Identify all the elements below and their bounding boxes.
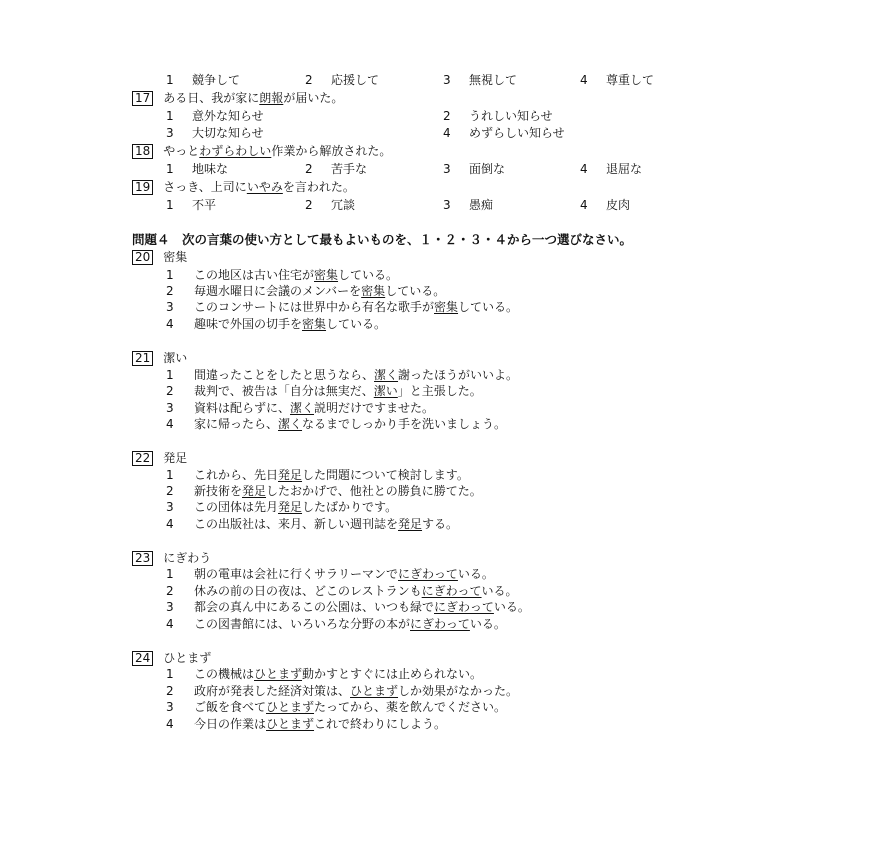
q21-option-1: 1 間違ったことをしたと思うなら、潔く謝ったほうがいいよ。 <box>166 368 519 382</box>
q23-option-3: 3 都会の真ん中にあるこの公園は、いつも緑でにぎわっている。 <box>166 600 530 614</box>
underlined-word: わずらわしい <box>199 144 272 158</box>
q24-option-3: 3 ご飯を食べてひとまずたってから、薬を飲んでください。 <box>166 700 507 714</box>
q16-option-3: 3 無視して <box>443 73 518 87</box>
q16-option-4: 4 尊重して <box>580 73 655 87</box>
q18-option-4: 4 退屈な <box>580 162 643 176</box>
q17-option-1: 1 意外な知らせ <box>166 109 264 123</box>
q24-option-1: 1 この機械はひとまず動かすとすぐには止められない。 <box>166 667 483 681</box>
q17-option-4: 4 めずらしい知らせ <box>443 126 565 140</box>
q20-option-2: 2 毎週水曜日に会議のメンバーを密集している。 <box>166 284 446 298</box>
section-4-heading: 問題４ 次の言葉の使い方として最もよいものを、１・２・３・４から一つ選びなさい。 <box>132 232 633 247</box>
q21-option-3: 3 資料は配らずに、潔く説明だけですませた。 <box>166 401 435 415</box>
q24-option-2: 2 政府が発表した経済対策は、ひとまずしか効果がなかった。 <box>166 684 519 698</box>
question-number-box: 17 <box>132 91 153 106</box>
q20-option-4: 4 趣味で外国の切手を密集している。 <box>166 317 387 331</box>
q20-option-3: 3 このコンサートには世界中から有名な歌手が密集している。 <box>166 300 519 314</box>
q18-option-2: 2 苦手な <box>305 162 368 176</box>
question-number-box: 20 <box>132 250 153 265</box>
q21-option-4: 4 家に帰ったら、潔くなるまでしっかり手を洗いましょう。 <box>166 417 507 431</box>
q22-word: 22 発足 <box>132 451 187 465</box>
q23-option-4: 4 この図書館には、いろいろな分野の本がにぎわっている。 <box>166 617 506 631</box>
q18-option-3: 3 面倒な <box>443 162 506 176</box>
q17-options-row-2 <box>0 126 870 140</box>
q19-options <box>0 198 870 212</box>
q22-option-3: 3 この団体は先月発足したばかりです。 <box>166 500 398 514</box>
q19-option-3: 3 愚痴 <box>443 198 494 212</box>
question-number-box: 19 <box>132 180 153 195</box>
q24-word: 24 ひとまず <box>132 651 211 665</box>
question-number-box: 24 <box>132 651 153 666</box>
q17-question: 17 ある日、我が家に朗報が届いた。 <box>132 91 343 105</box>
q17-option-2: 2 うれしい知らせ <box>443 109 553 123</box>
q19-option-2: 2 冗談 <box>305 198 356 212</box>
q19-question: 19 さっき、上司にいやみを言われた。 <box>132 180 355 194</box>
q20-option-1: 1 この地区は古い住宅が密集している。 <box>166 268 399 282</box>
q19-option-4: 4 皮肉 <box>580 198 631 212</box>
q17-options-row-1 <box>0 109 870 123</box>
q19-option-1: 1 不平 <box>166 198 217 212</box>
q22-option-2: 2 新技術を発足したおかげで、他社との勝負に勝てた。 <box>166 484 482 498</box>
q23-option-1: 1 朝の電車は会社に行くサラリーマンでにぎわっている。 <box>166 567 494 581</box>
question-number-box: 21 <box>132 351 153 366</box>
q24-option-4: 4 今日の作業はひとまずこれで終わりにしよう。 <box>166 717 447 731</box>
q18-option-1: 1 地味な <box>166 162 229 176</box>
q16-option-2: 2 応援して <box>305 73 380 87</box>
q23-option-2: 2 休みの前の日の夜は、どこのレストランもにぎわっている。 <box>166 584 518 598</box>
q16-option-1: 1 競争して <box>166 73 241 87</box>
underlined-word: 朗報 <box>259 91 284 105</box>
q22-option-1: 1 これから、先日発足した問題について検討します。 <box>166 468 469 482</box>
question-number-box: 22 <box>132 451 153 466</box>
q16-options <box>0 73 870 87</box>
q18-options <box>0 162 870 176</box>
q21-option-2: 2 裁判で、被告は「自分は無実だ、潔い」と主張した。 <box>166 384 482 398</box>
question-number-box: 23 <box>132 551 153 566</box>
underlined-word: いやみ <box>246 180 283 194</box>
q21-word: 21 潔い <box>132 351 187 365</box>
q20-word: 20 密集 <box>132 250 187 264</box>
q22-option-4: 4 この出版社は、来月、新しい週刊誌を発足する。 <box>166 517 459 531</box>
q17-option-3: 3 大切な知らせ <box>166 126 264 140</box>
question-number-box: 18 <box>132 144 153 159</box>
q23-word: 23 にぎわう <box>132 551 211 565</box>
q18-question: 18 やっとわずらわしい作業から解放された。 <box>132 144 391 158</box>
